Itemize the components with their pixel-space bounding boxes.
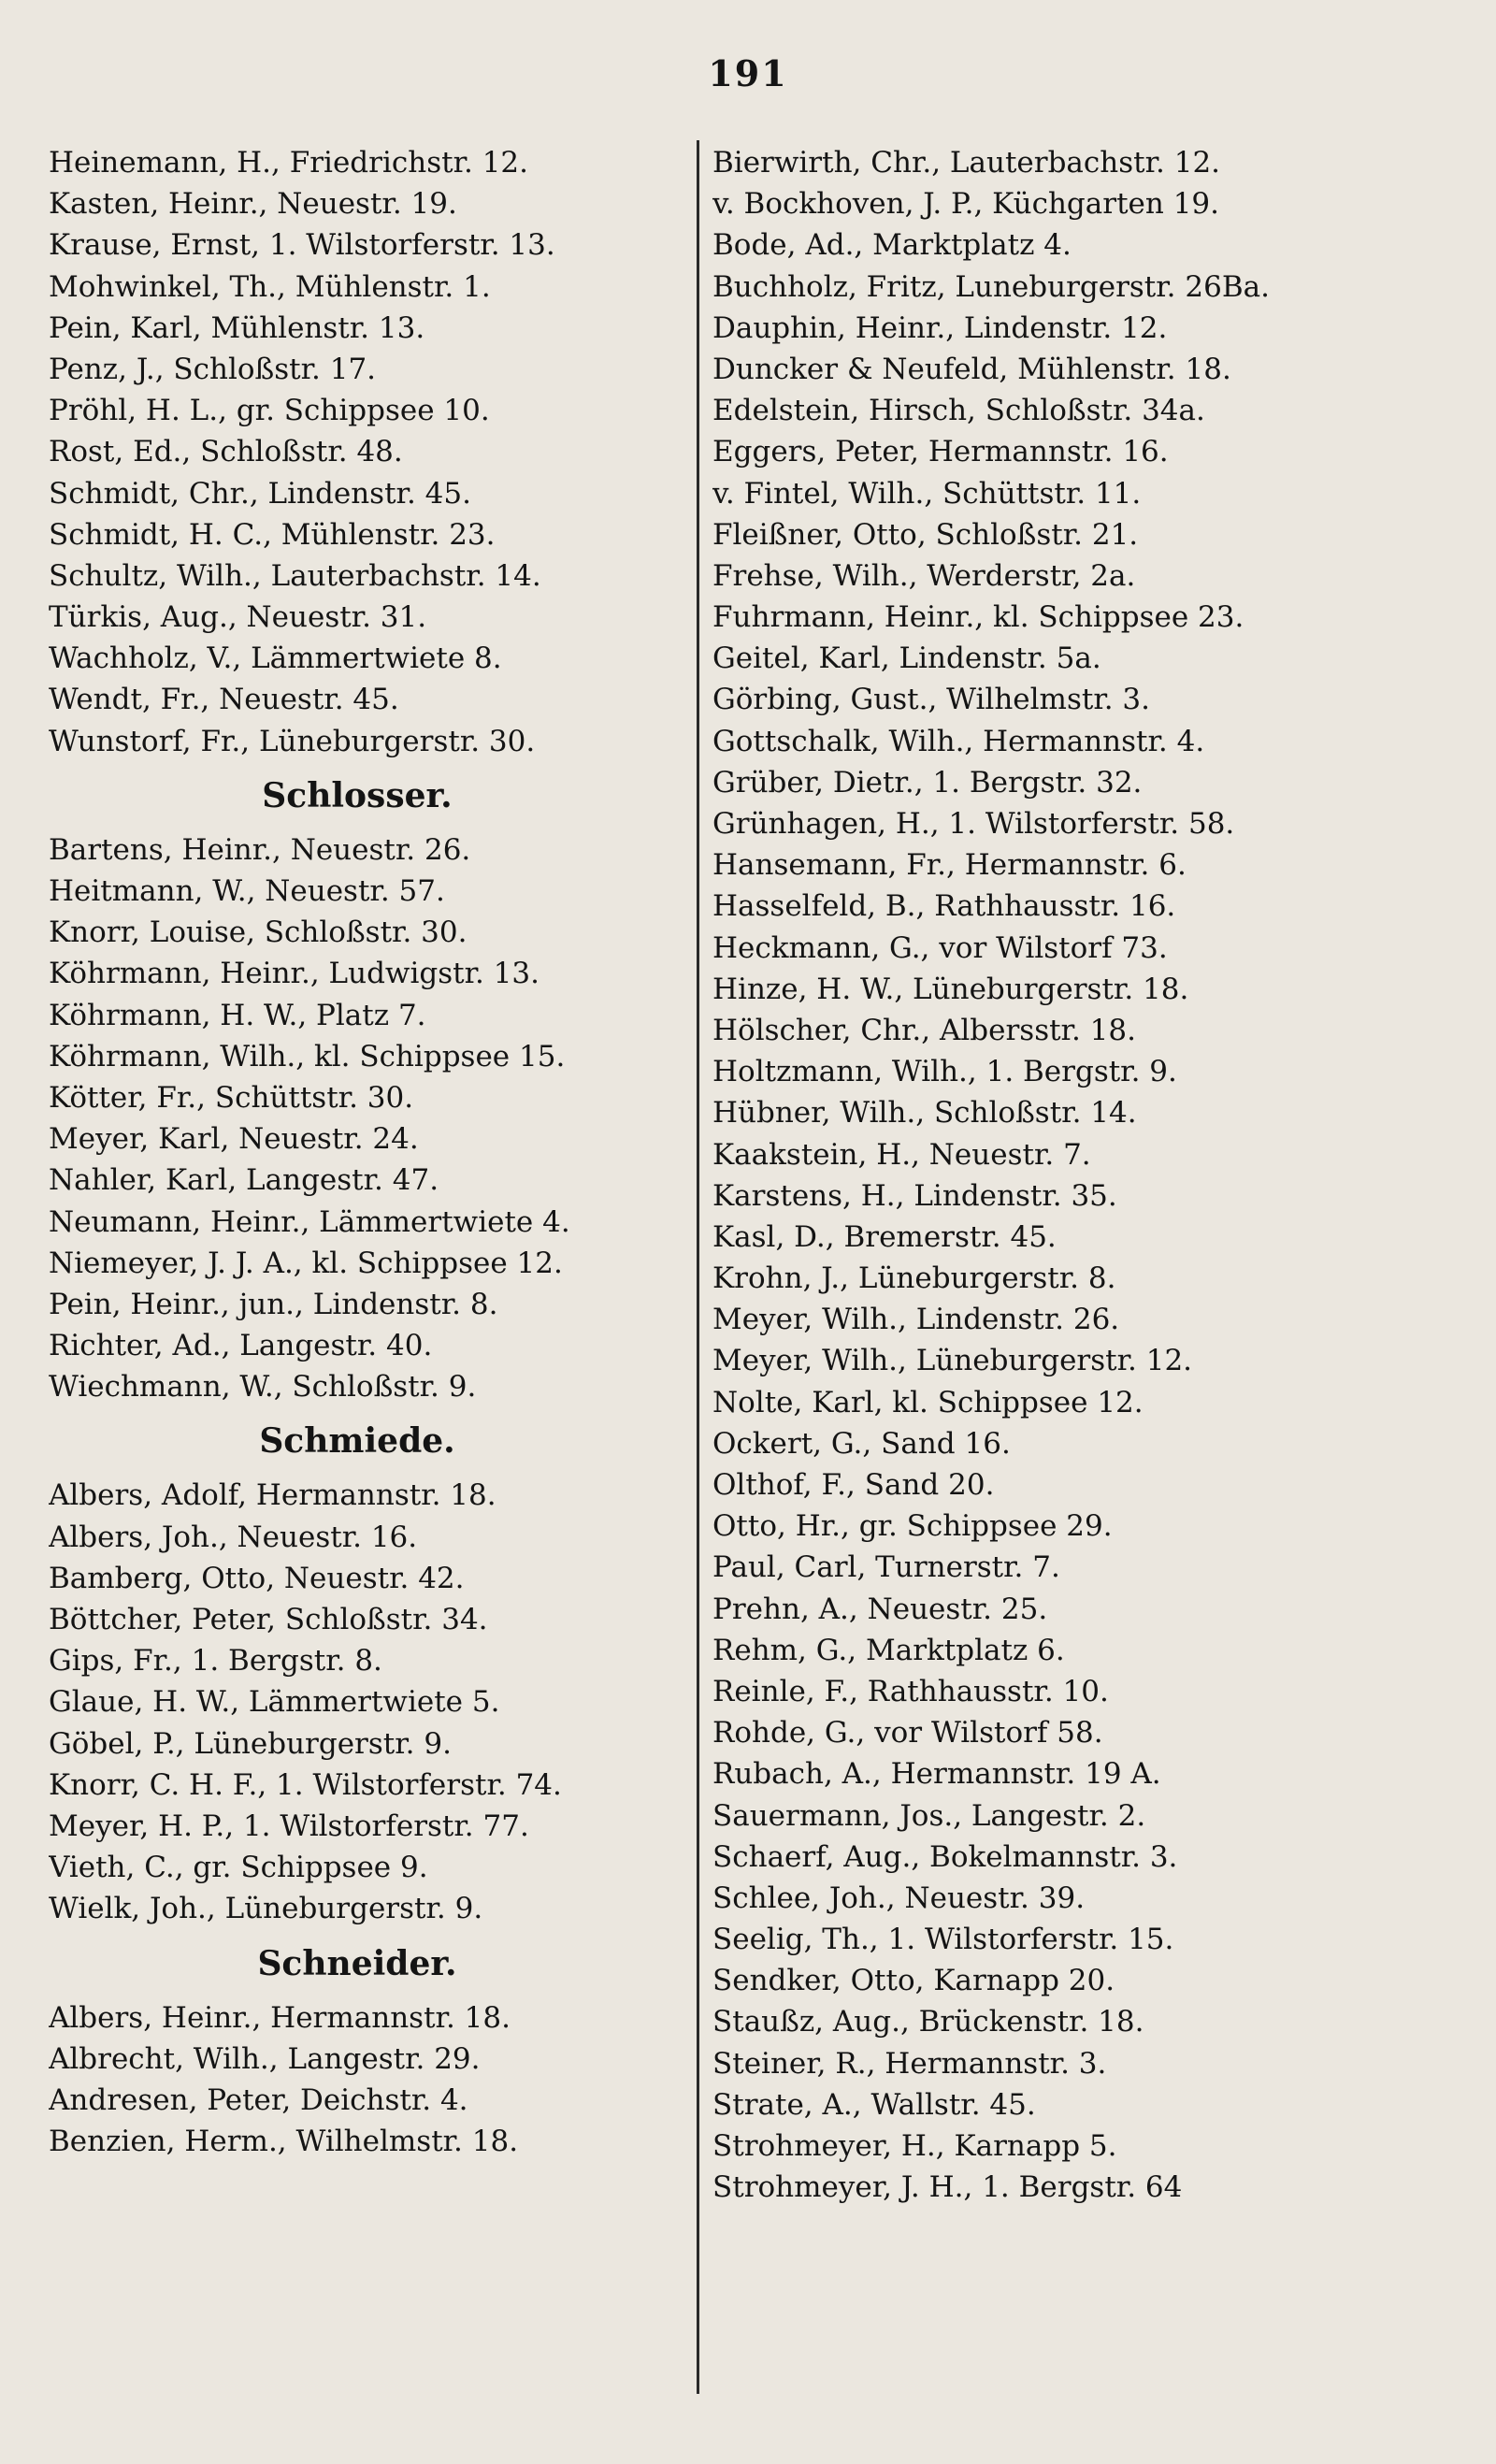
- directory-entry: Reinle, F., Rathhausstr. 10.: [712, 1674, 1109, 1708]
- directory-entry: Buchholz, Fritz, Luneburgerstr. 26Ba.: [712, 269, 1270, 304]
- directory-entry: Nolte, Karl, kl. Schippsee 12.: [712, 1385, 1144, 1419]
- directory-entry: Görbing, Gust., Wilhelmstr. 3.: [712, 683, 1151, 717]
- directory-entry: Wunstorf, Fr., Lüneburgerstr. 30.: [49, 724, 536, 758]
- directory-entry: Wachholz, V., Lämmertwiete 8.: [49, 641, 502, 676]
- directory-entry: Wiechmann, W., Schloßstr. 9.: [49, 1370, 477, 1405]
- directory-entry: Wielk, Joh., Lüneburgerstr. 9.: [49, 1892, 483, 1926]
- directory-entry: Vieth, C., gr. Schippsee 9.: [49, 1851, 428, 1885]
- directory-entry: Richter, Ad., Langestr. 40.: [49, 1329, 433, 1363]
- directory-entry: Bartens, Heinr., Neuestr. 26.: [49, 832, 471, 867]
- directory-entry: Albers, Joh., Neuestr. 16.: [49, 1520, 418, 1554]
- directory-entry: Schmidt, Chr., Lindenstr. 45.: [49, 476, 471, 511]
- directory-entry: Grüber, Dietr., 1. Bergstr. 32.: [712, 765, 1143, 800]
- directory-entry: Otto, Hr., gr. Schippsee 29.: [712, 1509, 1113, 1544]
- directory-entry: Göbel, P., Lüneburgerstr. 9.: [49, 1726, 452, 1761]
- directory-entry: Krohn, J., Lüneburgerstr. 8.: [712, 1261, 1116, 1296]
- directory-entry: Andresen, Peter, Deichstr. 4.: [49, 2082, 468, 2117]
- directory-entry: Rubach, A., Hermannstr. 19 A.: [712, 1757, 1161, 1792]
- directory-entry: Pein, Karl, Mühlenstr. 13.: [49, 310, 425, 345]
- section-heading: Schneider.: [257, 1943, 457, 1983]
- directory-entry: Ockert, G., Sand 16.: [712, 1426, 1011, 1461]
- directory-entry: Bamberg, Otto, Neuestr. 42.: [49, 1561, 465, 1595]
- directory-entry: Eggers, Peter, Hermannstr. 16.: [712, 435, 1169, 469]
- directory-entry: Schmidt, H. C., Mühlenstr. 23.: [49, 517, 496, 552]
- right-column: [712, 142, 1460, 2208]
- directory-entry: Kasl, D., Bremerstr. 45.: [712, 1219, 1057, 1254]
- directory-entry: Albers, Heinr., Hermannstr. 18.: [49, 2000, 511, 2035]
- directory-entry: Rehm, G., Marktplatz 6.: [712, 1633, 1065, 1667]
- directory-entry: Pein, Heinr., jun., Lindenstr. 8.: [49, 1287, 498, 1321]
- directory-entry: Hansemann, Fr., Hermannstr. 6.: [712, 848, 1187, 883]
- directory-entry: Fuhrmann, Heinr., kl. Schippsee 23.: [712, 600, 1244, 635]
- directory-entry: Rohde, G., vor Wilstorf 58.: [712, 1716, 1103, 1751]
- directory-entry: Köhrmann, Wilh., kl. Schippsee 15.: [49, 1039, 566, 1073]
- directory-entry: Penz, J., Schloßstr. 17.: [49, 352, 377, 386]
- directory-entry: Heckmann, G., vor Wilstorf 73.: [712, 930, 1168, 965]
- directory-entry: Wendt, Fr., Neuestr. 45.: [49, 683, 399, 717]
- directory-entry: Meyer, Wilh., Lüneburgerstr. 12.: [712, 1344, 1193, 1378]
- directory-entry: Seelig, Th., 1. Wilstorferstr. 15.: [712, 1923, 1174, 1957]
- directory-entry: Bierwirth, Chr., Lauterbachstr. 12.: [712, 146, 1221, 180]
- directory-entry: Holtzmann, Wilh., 1. Bergstr. 9.: [712, 1055, 1177, 1089]
- directory-entry: Karstens, H., Lindenstr. 35.: [712, 1178, 1117, 1213]
- directory-entry: Sauermann, Jos., Langestr. 2.: [712, 1798, 1146, 1833]
- directory-entry: Albers, Adolf, Hermannstr. 18.: [49, 1478, 496, 1513]
- directory-entry: Dauphin, Heinr., Lindenstr. 12.: [712, 310, 1168, 345]
- directory-entry: Böttcher, Peter, Schloßstr. 34.: [49, 1603, 488, 1636]
- directory-entry: Grünhagen, H., 1. Wilstorferstr. 58.: [712, 807, 1235, 841]
- directory-entry: Mohwinkel, Th., Mühlenstr. 1.: [49, 269, 491, 304]
- directory-entry: Kasten, Heinr., Neuestr. 19.: [49, 187, 457, 222]
- directory-entry: v. Fintel, Wilh., Schüttstr. 11.: [712, 476, 1142, 511]
- directory-entry: Meyer, Wilh., Lindenstr. 26.: [712, 1303, 1120, 1337]
- section-heading: Schlosser.: [262, 775, 453, 815]
- column-divider: [697, 140, 699, 2394]
- directory-entry: Kötter, Fr., Schüttstr. 30.: [49, 1080, 414, 1115]
- directory-entry: Hübner, Wilh., Schloßstr. 14.: [712, 1096, 1137, 1131]
- section-schneider: [49, 1930, 694, 2163]
- directory-entry: Schaerf, Aug., Bokelmannstr. 3.: [712, 1839, 1178, 1874]
- directory-entry: Hasselfeld, B., Rathhausstr. 16.: [712, 889, 1176, 924]
- directory-entry: Strohmeyer, H., Karnapp 5.: [712, 2129, 1117, 2163]
- directory-entry: Strohmeyer, J. H., 1. Bergstr. 64: [712, 2170, 1183, 2205]
- section-schlosser: [49, 762, 694, 1408]
- directory-entry: Heitmann, W., Neuestr. 57.: [49, 874, 445, 908]
- directory-entry: Krause, Ernst, 1. Wilstorferstr. 13.: [49, 228, 555, 263]
- section-heading: Schmiede.: [259, 1421, 455, 1462]
- directory-entry: Meyer, Karl, Neuestr. 24.: [49, 1122, 419, 1157]
- directory-entry: Neumann, Heinr., Lämmertwiete 4.: [49, 1204, 570, 1239]
- directory-entry: Köhrmann, H. W., Platz 7.: [49, 998, 426, 1032]
- directory-entry: Prehn, A., Neuestr. 25.: [712, 1592, 1048, 1626]
- directory-entry: Glaue, H. W., Lämmertwiete 5.: [49, 1685, 500, 1720]
- directory-entry: Frehse, Wilh., Werderstr, 2a.: [712, 558, 1136, 593]
- directory-entry: Köhrmann, Heinr., Ludwigstr. 13.: [49, 957, 540, 991]
- directory-entry: Knorr, C. H. F., 1. Wilstorferstr. 74.: [49, 1767, 562, 1802]
- directory-entry: Bode, Ad., Marktplatz 4.: [712, 228, 1072, 263]
- page-number: 191: [708, 52, 788, 94]
- directory-entry: Rost, Ed., Schloßstr. 48.: [49, 435, 403, 469]
- directory-entry: Benzien, Herm., Wilhelmstr. 18.: [49, 2125, 519, 2159]
- directory-entry: Edelstein, Hirsch, Schloßstr. 34a.: [712, 394, 1205, 428]
- directory-entry: Knorr, Louise, Schloßstr. 30.: [49, 915, 468, 950]
- left-column: [49, 142, 694, 2162]
- directory-entry: Gips, Fr., 1. Bergstr. 8.: [49, 1644, 382, 1679]
- directory-entry: Paul, Carl, Turnerstr. 7.: [712, 1550, 1060, 1585]
- directory-entry: Heinemann, H., Friedrichstr. 12.: [49, 146, 528, 180]
- directory-entry: Fleißner, Otto, Schloßstr. 21.: [712, 517, 1139, 552]
- directory-entry: Niemeyer, J. J. A., kl. Schippsee 12.: [49, 1246, 563, 1280]
- directory-entry: v. Bockhoven, J. P., Küchgarten 19.: [712, 187, 1220, 222]
- directory-entry: Albrecht, Wilh., Langestr. 29.: [49, 2041, 481, 2076]
- directory-entry: Hinze, H. W., Lüneburgerstr. 18.: [712, 972, 1189, 1006]
- directory-entry: Schlee, Joh., Neuestr. 39.: [712, 1880, 1086, 1915]
- section-continuation: [49, 142, 694, 762]
- directory-entry: Pröhl, H. L., gr. Schippsee 10.: [49, 394, 490, 428]
- directory-entry: Duncker & Neufeld, Mühlenstr. 18.: [712, 352, 1231, 386]
- directory-entry: Sendker, Otto, Karnapp 20.: [712, 1964, 1115, 1998]
- directory-entry: Gottschalk, Wilh., Hermannstr. 4.: [712, 724, 1205, 758]
- directory-entry: Meyer, H. P., 1. Wilstorferstr. 77.: [49, 1808, 529, 1843]
- directory-entry: Geitel, Karl, Lindenstr. 5a.: [712, 641, 1101, 676]
- directory-entry: Hölscher, Chr., Albersstr. 18.: [712, 1013, 1136, 1047]
- directory-entry: Staußz, Aug., Brückenstr. 18.: [712, 2005, 1144, 2039]
- directory-entry: Nahler, Karl, Langestr. 47.: [49, 1163, 439, 1198]
- directory-entry: Olthof, F., Sand 20.: [712, 1468, 995, 1502]
- directory-entry: Kaakstein, H., Neuestr. 7.: [712, 1137, 1091, 1172]
- directory-entry: Steiner, R., Hermannstr. 3.: [712, 2046, 1107, 2081]
- directory-entry: Strate, A., Wallstr. 45.: [712, 2087, 1036, 2122]
- directory-entry: Türkis, Aug., Neuestr. 31.: [49, 600, 427, 635]
- directory-entry: Schultz, Wilh., Lauterbachstr. 14.: [49, 558, 541, 593]
- section-schmiede: [49, 1407, 694, 1929]
